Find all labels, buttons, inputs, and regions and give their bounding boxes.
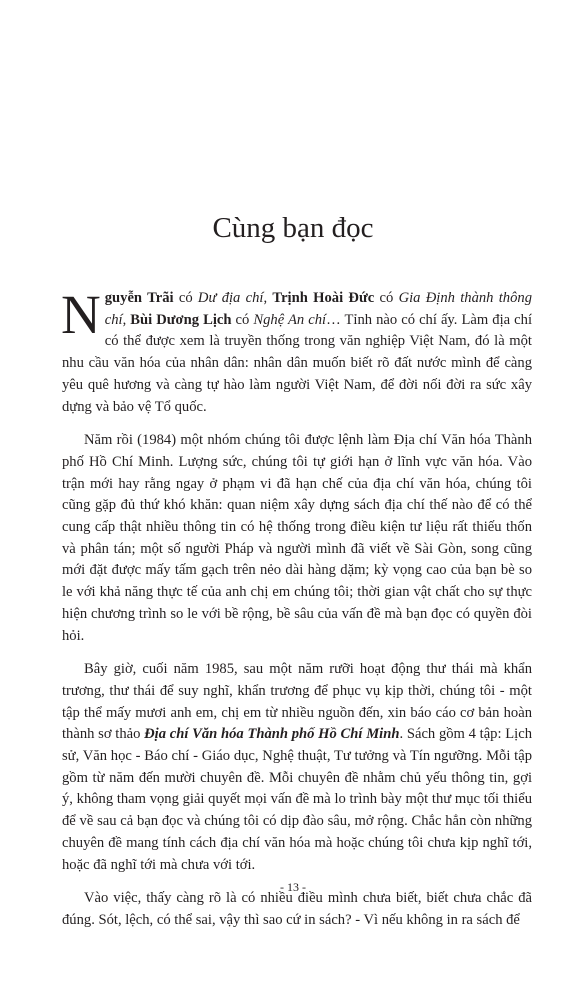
- text-segment: có: [231, 311, 254, 328]
- book-title: Nghệ An chí: [253, 311, 327, 328]
- paragraph-1: [61, 284, 532, 418]
- text-segment: . Sách gồm 4 tập: Lịch sử, Văn học - Báo chí - Giáo dục, Nghệ thuật, Tư tưởng và Tín ngưỡng. Mỗi tập gồm từ năm đến mười chuyên đề. Mỗi chuyên đề nhằm chủ yếu thông tin, gợi ý, không tham vọng giải quyết mọi vấn đề mà lo trình bày một thư mục tối thiểu để về sau cả bạn đọc và chúng tôi có dịp đào sâu, mở rộng. Chắc hẳn còn những chuyên đề mang tính cách địa chí văn hóa mà hoặc chúng tôi chưa kịp nghĩ tới, hoặc đã nghĩ tới mà chưa với tới.: [62, 726, 533, 873]
- book-title: Địa chí Văn hóa Thành phố Hồ Chí Minh: [144, 726, 400, 743]
- book-title: Dư địa chí: [197, 290, 264, 306]
- page-number: - 13 -: [280, 880, 306, 894]
- paragraph-3: [62, 659, 532, 876]
- text-segment: Vào việc, thấy càng rõ là có nhiều điều mình chưa biết, biết chưa chắc đã đúng. Sót, lệch, có thể sai, vậy thì sao cứ in sách? - Vì nếu không in ra sách để: [62, 890, 532, 928]
- text-segment: ,: [122, 311, 131, 328]
- drop-cap: N: [61, 284, 101, 345]
- page-title: Cùng bạn đọc: [212, 212, 374, 244]
- author-name: Trịnh Hoài Đức: [272, 290, 375, 306]
- author-name: guyễn Trãi: [104, 290, 174, 306]
- paragraph-2: [62, 430, 532, 647]
- body-text: [61, 284, 533, 944]
- book-title: Gia Định thành thông chí: [104, 290, 532, 328]
- text-segment: ,: [263, 290, 273, 306]
- author-name: Bùi Dương Lịch: [130, 311, 232, 328]
- text-segment: có: [173, 290, 198, 306]
- text-segment: có: [374, 290, 399, 306]
- text-segment: Năm rồi (1984) một nhóm chúng tôi được lệnh làm Địa chí Văn hóa Thành phố Hồ Chí Minh. Lượng sức, chúng tôi tự giới hạn ở lĩnh vực văn hóa. Vào trận mới hay rằng ngay ở phạm vi đã hạn chế của địa chí văn hóa, chúng tôi cũng gặp đủ thứ khó khăn: quan niệm xây dựng sách địa chí thế nào để có thể cung cấp thật nhiều thông tin có hệ thống trong điều kiện tư liệu rất thiếu thốn và phân tán; một số người Pháp và người mình đã viết về Sài Gòn, song cũng mới đặt được mấy tấm gạch trên nẻo dài hàng dặm; kỳ vọng cao của bạn bè so le với khả năng thực tế của anh chị em chúng tôi; thời gian vật chất cho sự thực hiện chương trình so le với bề rộng, bề sâu của vấn đề mà bạn đọc có quyền đòi hỏi.: [62, 432, 532, 644]
- text-segment: Bây giờ, cuối năm 1985, sau một năm rưỡi hoạt động thư thái mà khẩn trương, thư thái để suy nghĩ, khẩn trương để phục vụ kịp thời, chúng tôi - một tập thể mấy mươi anh em, chị em từ nhiều nguồn đến, xin báo cáo cơ bản hoàn thành sơ thảo: [62, 661, 532, 743]
- text-segment: … Tỉnh nào có chí ấy. Làm địa chí có thể được xem là truyền thống trong văn nghiệp Việt Nam, đó là một nhu cầu văn hóa của nhân dân: nhân dân muốn biết rõ đất nước mình để càng yêu quê hương và càng tự hào làm người Việt Nam, để đời nối đời ra sức xây dựng và bảo vệ Tổ quốc.: [62, 311, 532, 415]
